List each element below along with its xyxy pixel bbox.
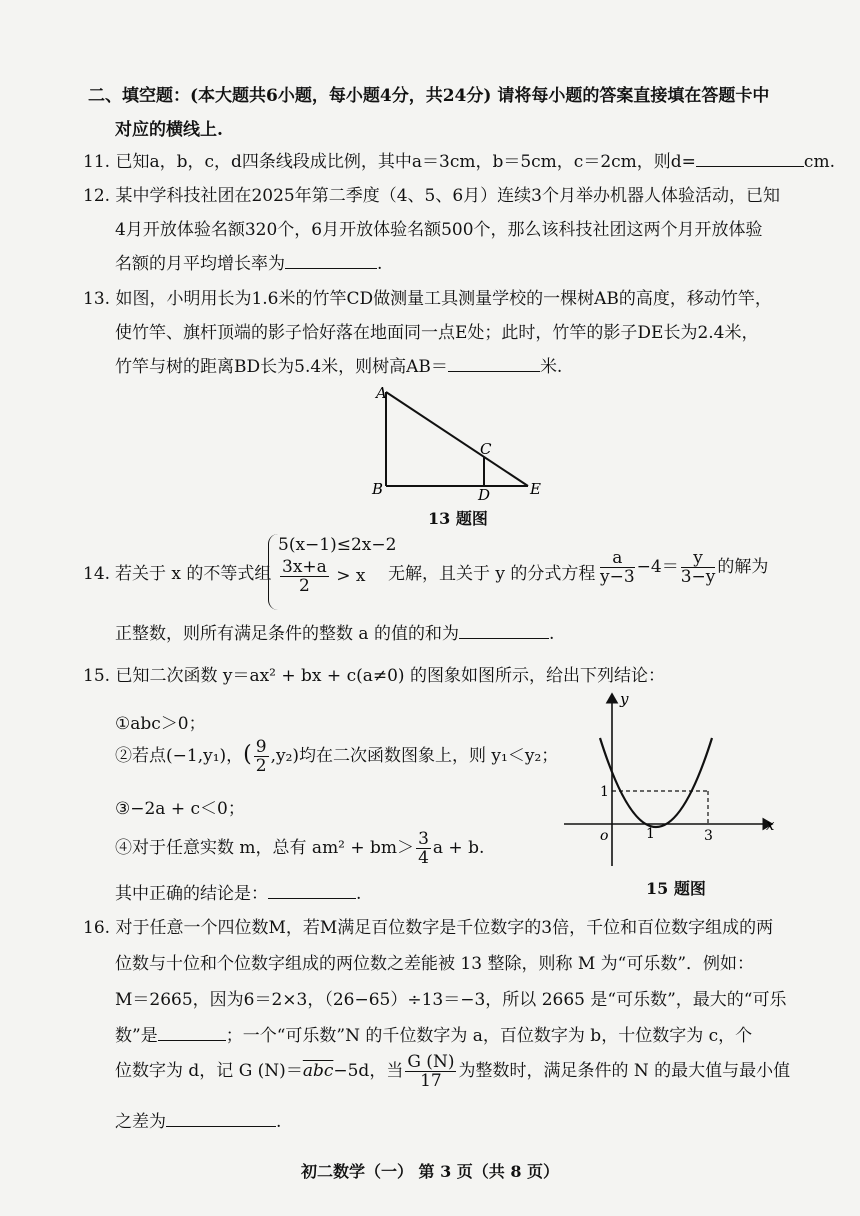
fraction-numerator: 9 [255, 737, 267, 757]
question-text: 已知a，b，c，d四条线段成比例，其中a＝3cm，b＝5cm，c＝2cm，则d= [115, 152, 696, 172]
conclusion-2-fraction [254, 738, 269, 775]
figure-13-caption: 13 题图 [428, 509, 488, 528]
question-14-intro: 若关于 x 的不等式组 [115, 564, 272, 584]
fraction-numerator: 3x+a [282, 557, 327, 577]
question-16-line4 [115, 1024, 752, 1048]
question-text: 其中正确的结论是： [115, 884, 268, 904]
fraction-denominator: 2 [298, 576, 310, 596]
question-11 [83, 150, 835, 174]
question-text-end: . [548, 624, 555, 644]
question-text: 位数字为 d，记 G (N)＝ [115, 1061, 303, 1081]
conclusion-2-part-b: ,y₂)均在二次函数图象上，则 y₁＜y₂； [270, 746, 559, 766]
fraction-denominator: 3−y [680, 567, 716, 587]
question-text: 名额的月平均增长率为 [115, 254, 285, 274]
question-text: 数”是 [115, 1026, 158, 1046]
question-16-line3: M＝2665，因为6＝2×3，（26−65）÷13＝−3，所以 2665 是“可乐数”，最大的“可乐 [115, 990, 787, 1010]
question-number: 12. [83, 186, 111, 206]
equation-end: 的解为 [717, 557, 769, 577]
label-y-1: 1 [600, 784, 609, 800]
fraction-denominator: 2 [255, 756, 267, 776]
fractional-equation [598, 549, 768, 586]
conclusion-3: ③−2a + c＜0； [115, 799, 245, 819]
question-16-line1 [83, 916, 773, 940]
question-13-line2: 使竹竿、旗杆顶端的影子恰好落在地面同一点E处；此时，竹竿的影子DE长为2.4米， [115, 323, 759, 343]
question-text: 正整数，则所有满足条件的整数 a 的值的和为 [115, 624, 459, 644]
label-b: B [372, 480, 384, 498]
answer-blank[interactable] [448, 355, 540, 372]
conclusion-4-fraction [416, 830, 431, 867]
section-title: 二、填空题：(本大题共6小题，每小题4分，共24分) 请将每小题的答案直接填在答题卡中 [88, 86, 770, 106]
question-number: 13. [83, 289, 111, 309]
label-e: E [530, 480, 541, 498]
answer-blank[interactable] [166, 1110, 276, 1127]
page-footer: 初二数学（一） 第 3 页（共 8 页） [300, 1162, 560, 1181]
fraction-numerator: G (N) [407, 1052, 455, 1072]
question-text: 已知二次函数 y＝ax² + bx + c(a≠0) 的图象如图所示，给出下列结论： [115, 666, 665, 686]
question-text: 对于任意一个四位数M，若M满足百位数字是千位数字的3倍，千位和百位数字组成的两 [115, 918, 774, 938]
question-13-line3 [115, 355, 562, 379]
question-14-number: 14. [83, 564, 111, 584]
question-15-ask [115, 882, 361, 906]
question-number: 16. [83, 918, 111, 938]
g-fraction [405, 1053, 456, 1090]
answer-blank[interactable] [459, 622, 549, 639]
fraction-numerator: a [600, 549, 635, 568]
parabola-curve [600, 738, 712, 827]
shadow-line-ae [386, 392, 528, 486]
question-text-end: 米. [539, 357, 563, 377]
fraction-numerator: y [681, 549, 716, 568]
question-12-line3 [115, 252, 382, 276]
label-c: C [480, 440, 492, 458]
conclusion-2-part-a: ②若点(−1,y₁)， [115, 746, 244, 766]
label-origin: o [600, 828, 609, 844]
left-paren: ( [243, 742, 252, 767]
question-15-line1 [83, 664, 665, 688]
question-text-end: . [276, 1112, 282, 1132]
figure-15-caption: 15 题图 [646, 879, 706, 898]
question-14-middle: 无解，且关于 y 的分式方程 [388, 564, 596, 584]
conclusion-4-part-b: a + b. [432, 838, 485, 858]
answer-blank[interactable] [285, 252, 377, 269]
question-text: 某中学科技社团在2025年第二季度（4、5、6月）连续3个月举办机器人体验活动，已知 [115, 186, 780, 206]
fraction-denominator: 17 [420, 1071, 442, 1091]
fraction-denominator: 4 [418, 848, 429, 868]
question-16-line6 [115, 1110, 281, 1134]
overline-digits: $\overline{abc}$ [302, 1061, 334, 1081]
conclusion-4 [115, 830, 484, 867]
label-x: x [766, 816, 775, 834]
inequality-2-fraction [280, 558, 329, 595]
label-x-3: 3 [704, 828, 713, 844]
question-13-line1 [83, 287, 772, 311]
fraction-numerator: 3 [418, 829, 429, 849]
answer-blank[interactable] [158, 1024, 226, 1041]
inequality-1: 5(x−1)≤2x−2 [278, 535, 397, 555]
equation-fraction-2 [681, 549, 716, 586]
question-12-line2: 4月开放体验名额320个，6月开放体验名额500个，那么该科技社团这两个月开放体验 [115, 220, 763, 240]
equation-middle: −4＝ [636, 557, 679, 577]
equation-fraction-1 [600, 549, 635, 586]
question-16-line5 [115, 1053, 790, 1090]
label-d: D [478, 486, 491, 502]
answer-blank[interactable] [696, 150, 804, 167]
inequality-2 [278, 558, 365, 595]
question-text: 之差为 [115, 1112, 166, 1132]
question-text-end: . [377, 254, 383, 274]
label-y: y [620, 690, 629, 708]
question-12-line1 [83, 184, 780, 208]
conclusion-4-part-a: ④对于任意实数 m，总有 am² + bm＞ [115, 838, 415, 858]
fraction-denominator: y−3 [600, 567, 635, 587]
question-14-line2 [115, 622, 554, 646]
section-title-continued: 对应的横线上. [115, 120, 223, 140]
label-a: A [376, 384, 387, 402]
answer-blank[interactable] [268, 882, 356, 899]
question-number: 11. [83, 152, 111, 172]
question-text: 竹竿与树的距离BD长为5.4米，则树高AB＝ [115, 357, 448, 377]
question-text: 为整数时，满足条件的 N 的最大值与最小值 [458, 1061, 791, 1081]
figure-13-diagram [360, 382, 560, 502]
conclusion-2 [115, 738, 558, 775]
question-text: 如图，小明用长为1.6米的竹竿CD做测量工具测量学校的一棵树AB的高度，移动竹竿， [115, 289, 772, 309]
question-text-end: . [356, 884, 362, 904]
conclusion-1: ①abc＞0； [115, 714, 206, 734]
figure-15-parabola [560, 688, 785, 873]
question-text: ；一个“可乐数”N 的千位数字为 a，百位数字为 b，十位数字为 c，个 [225, 1026, 753, 1046]
question-text: −5d，当 [333, 1061, 404, 1081]
label-x-1: 1 [646, 826, 655, 842]
question-number: 15. [83, 666, 111, 686]
question-text-end: cm. [803, 152, 835, 172]
question-16-line2: 位数与十位和个位数字组成的两位数之差能被 13 整除，则称 M 为“可乐数”．例如： [115, 954, 755, 974]
inequality-2-rhs: > x [336, 566, 366, 586]
